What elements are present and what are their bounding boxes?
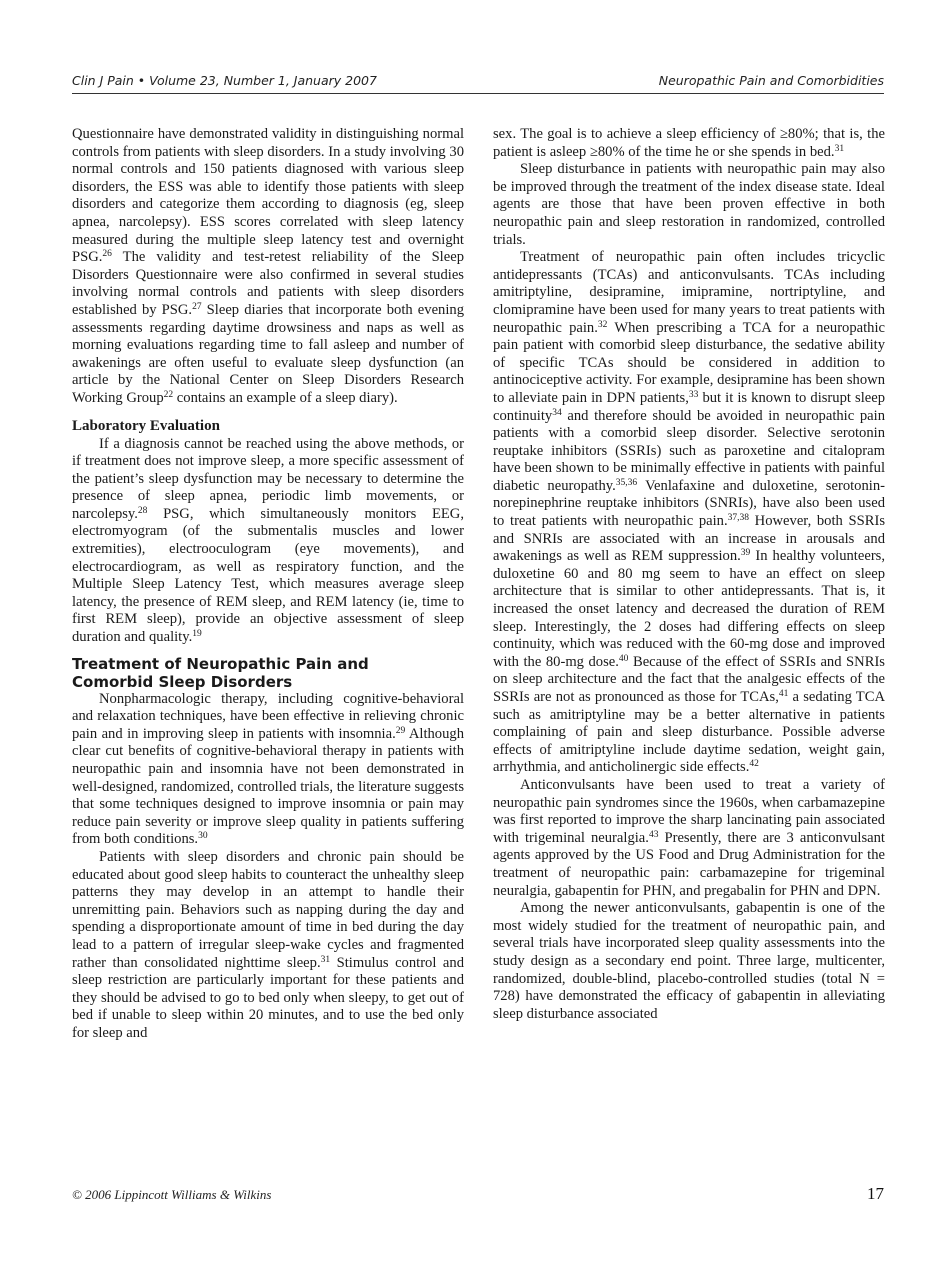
paragraph	[493, 777, 885, 900]
text-run: The validity and test-retest reliability of the Sleep Disorders Questionnaire were also confirmed in several studies involving normal controls and patients with sleep disorders established by PSG.	[72, 249, 464, 318]
text-run: sex. The goal is to achieve a sleep efficiency of ≥80%; that is, the patient is asleep ≥80% of the time he or she spends in bed.	[493, 126, 885, 160]
citation-ref: 19	[192, 629, 202, 640]
text-run: Anticonvulsants have been used to treat a variety of neuropathic pain syndromes since the 1960s, when carbamazepine was first reported to improve the sharp lancinating pain associated with trigeminal neuralgia.	[493, 776, 885, 846]
citation-ref: 41	[778, 689, 789, 699]
citation-ref: 30	[198, 831, 208, 842]
paragraph	[72, 691, 464, 849]
section-heading-line: Comorbid Sleep Disorders	[72, 672, 293, 691]
citation-ref: 40	[618, 653, 629, 664]
text-run: a sedating TCA such as amitriptyline may be a better alternative in patients complaining of pain and sleep disturbance. Possible adverse effects of amitriptyline include daytime sedation, weight gain, arrhythmia, and anticholinergic side effects.	[493, 689, 885, 776]
section-heading-line: Treatment of Neuropathic Pain and	[72, 654, 369, 673]
page-number: 17	[867, 1184, 884, 1203]
text-run: Patients with sleep disorders and chronic pain should be educated about good sleep habits to counteract the unhealthy sleep patterns they may develop in an attempt to handle their unremitting pain. Behaviors such as napping during the day and spending a disproportionate amount of time in bed during the day lead to a pattern of irregular sleep-wake cycles and fragmented rather than consolidated nighttime sleep.	[72, 848, 464, 971]
journal-citation: Clin J Pain • Volume 23, Number 1, January 2007	[72, 73, 377, 88]
citation-ref: 26	[102, 249, 112, 260]
subsection-heading-laboratory-evaluation: Laboratory Evaluation	[72, 417, 220, 434]
text-run: However, both SSRIs and SNRIs are associated with an increase in arousals and awakenings as well as REM suppression.	[493, 513, 886, 565]
text-run: Sleep diaries that incorporate both evening assessments regarding daytime drowsiness and naps as well as morning evaluations regarding time to fall asleep and number of awakenings are often useful to evaluate sleep dysfunction (an article by the National Center on Sleep Disorders Research Working Group	[72, 301, 464, 406]
text-run: contains an example of a sleep diary).	[173, 389, 398, 406]
paragraph	[72, 849, 464, 1043]
header-rule	[72, 93, 884, 94]
paragraph	[493, 249, 885, 777]
citation-ref: 33	[688, 389, 699, 400]
page-footer	[72, 1184, 884, 1208]
text-run: When prescribing a TCA for a neuropathic pain patient with comorbid sleep disturbance, the sedative ability of specific TCAs should be considered in addition to antinociceptive activity. For example, desipramine has been shown to alleviate pain in DPN patients,	[493, 319, 886, 406]
citation-ref: 27	[192, 301, 202, 312]
paragraph	[493, 126, 885, 161]
text-run: Among the newer anticonvulsants, gabapentin is one of the most widely studied for the treatment of neuropathic pain, and several trials have incorporated sleep quality assessments into the study design as a secondary end point. Three large, multicenter, randomized, double-blind, placebo-controlled studies (total N = 728) have demonstrated the efficacy of gabapentin in alleviating sleep disturbance associated	[493, 900, 885, 1022]
citation-ref: 39	[740, 548, 751, 559]
text-run: Because of the effect of SSRIs and SNRIs on sleep architecture and the fact that the analgesic effects of the SSRIs are not as pronounced as those for TCAs,	[493, 653, 885, 705]
citation-ref: 37,38	[727, 513, 749, 524]
text-run: Venlafaxine and duloxetine, serotonin-norepinephrine reuptake inhibitors (SNRIs), have also been used to treat patients with neuropathic pain.	[493, 477, 885, 530]
text-run: If a diagnosis cannot be reached using the above methods, or if treatment does not improve sleep, a more specific assessment of the patient’s sleep dysfunction may be necessary to determine the presence of sleep apnea, periodic limb movements, or narcolepsy.	[72, 435, 464, 522]
text-run: In healthy volunteers, duloxetine 60 and 80 mg seem to have an effect on sleep architecture that is similar to other antidepressants. That is, it increased the onset latency and decreased the duration of REM sleep. Interestingly, the 2 doses had differing effects on sleep continuity, which was reduced with the 60-mg dose and improved with the 80-mg dose.	[493, 548, 886, 670]
citation-ref: 28	[137, 505, 148, 516]
citation-ref: 29	[395, 725, 406, 736]
right-column	[493, 126, 885, 1023]
text-run: Treatment of neuropathic pain often includes tricyclic antidepressants (TCAs) and anticonvulsants. TCAs including amitriptyline, desipramine, imipramine, nortriptyline, and clomipramine have been used for many years to treat patients with neuropathic pain.	[493, 249, 885, 336]
citation-ref: 43	[648, 829, 659, 840]
left-column	[72, 126, 464, 1043]
article-short-title: Neuropathic Pain and Comorbidities	[658, 73, 884, 88]
text-run: Questionnaire have demonstrated validity in distinguishing normal controls from patients with sleep disorders. In a study involving 30 normal controls and 150 patients diagnosed with various sleep disorders, the ESS was able to identify those patients with sleep disorders and categorize them according to diagnosis (eg, sleep apnea, narcolepsy). ESS scores correlated with sleep latency measured during the multiple sleep latency test and overnight PSG.	[72, 126, 464, 266]
text-run: but it is known to disrupt sleep continuity	[493, 389, 885, 424]
citation-ref: 34	[552, 407, 562, 418]
citation-ref: 22	[163, 389, 174, 400]
text-run: Presently, there are 3 anticonvulsant agents approved by the US Food and Drug Administration for the treatment of neuropathic pain: carbamazepine for trigeminal neuralgia, gabapentin for PHN, and pregabalin for PHN and DPN.	[493, 829, 885, 899]
paragraph	[72, 436, 464, 647]
text-run: Sleep disturbance in patients with neuropathic pain may also be improved through the treatment of the index disease state. Ideal agents are those that have been proven effective in both neuropathic pain and sleep restoration in randomized, controlled trials.	[493, 161, 885, 248]
citation-ref: 42	[749, 759, 759, 770]
text-run: Although clear cut benefits of cognitive-behavioral therapy in patients with neuropathic pain and insomnia have not been demonstrated in well-designed, randomized, controlled trials, the literature suggests that some techniques designed to improve insomnia or pain may reduce pain severity or improve sleep quality in patients suffering from both conditions.	[72, 725, 464, 848]
citation-ref: 35,36	[615, 477, 638, 488]
text-run: Stimulus control and sleep restriction are particularly important for these patients and they should be advised to go to bed only when sleepy, to get out of bed if unable to sleep within 20 minutes, and to use the bed only for sleep and	[72, 954, 465, 1041]
citation-ref: 31	[834, 143, 845, 154]
running-head	[72, 73, 884, 93]
paragraph	[493, 161, 885, 249]
section-heading-treatment	[72, 655, 464, 691]
paragraph	[72, 126, 464, 408]
citation-ref: 31	[320, 954, 331, 965]
text-run: Nonpharmacologic therapy, including cognitive-behavioral and relaxation techniques, have been effective in relieving chronic pain and in improving sleep in patients with insomnia.	[72, 690, 464, 742]
citation-ref: 32	[597, 319, 608, 330]
paragraph	[493, 900, 885, 1023]
text-run: PSG, which simultaneously monitors EEG, electromyogram (of the submentalis muscles and lower extremities), electrooculogram (eye movements), and electrocardiogram, as well as respiratory function, and the Multiple Sleep Latency Test, which measures average sleep latency, the presence of REM sleep, and REM latency (ie, time to first REM sleep), provide an objective assessment of sleep duration and quality.	[72, 505, 464, 646]
text-run: and therefore should be avoided in neuropathic pain patients with a comorbid sleep disorder. Selective serotonin reuptake inhibitors (SSRIs) such as paroxetine and citalopram have been shown to be minimally effective in patients with painful diabetic neuropathy.	[493, 407, 885, 494]
copyright-notice: © 2006 Lippincott Williams & Wilkins	[72, 1187, 272, 1202]
